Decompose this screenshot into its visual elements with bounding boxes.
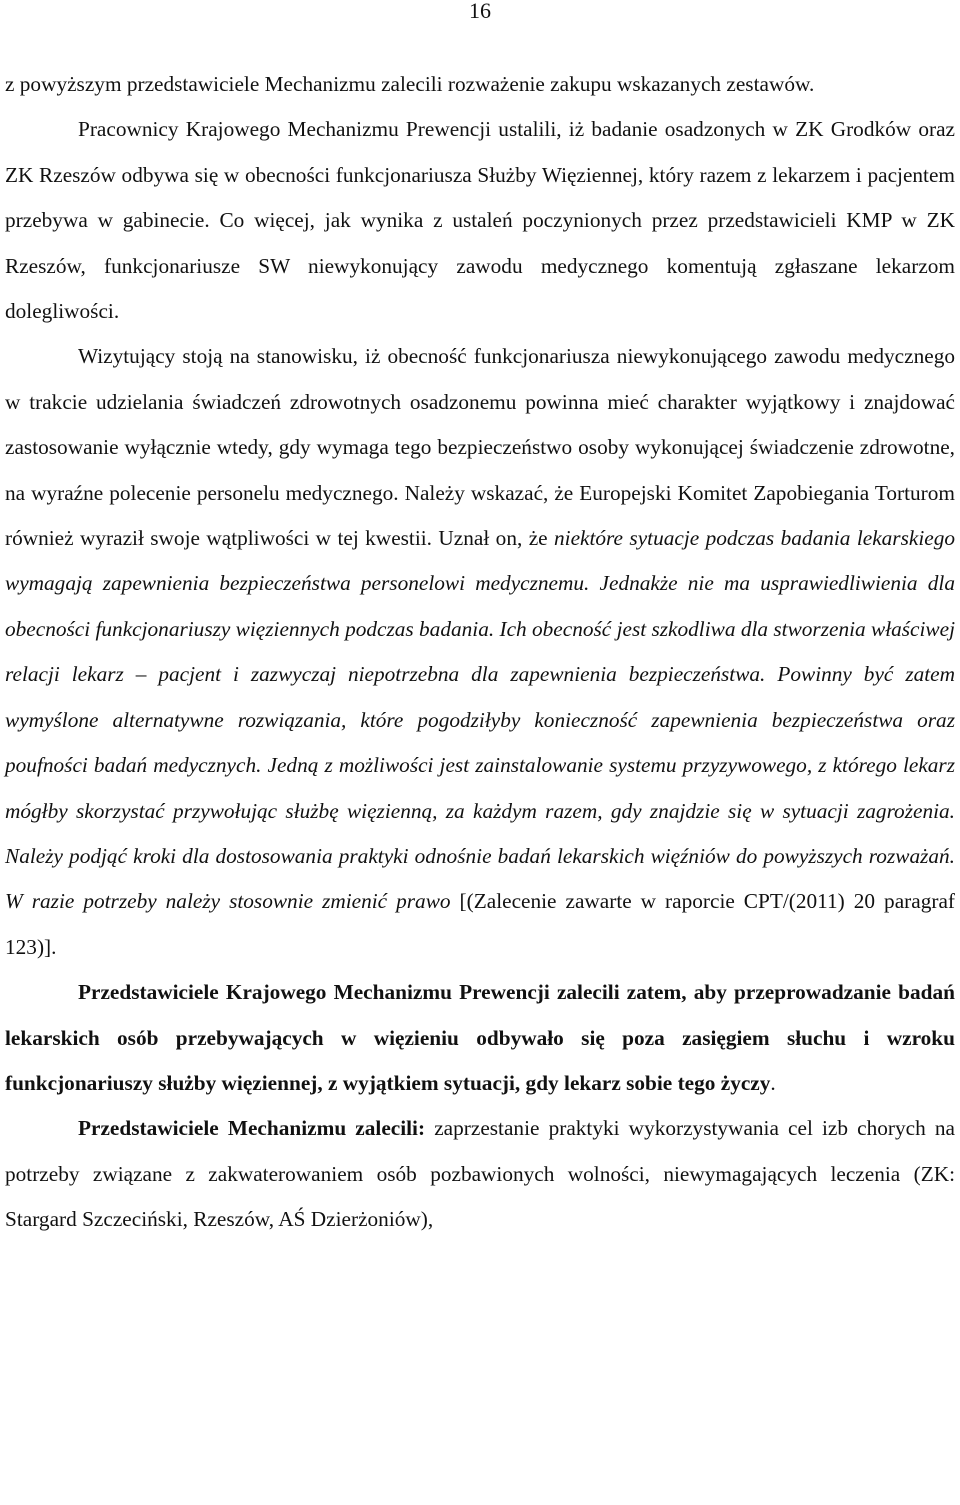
paragraph-2 bbox=[5, 107, 955, 334]
sentence-end: . bbox=[770, 1070, 776, 1095]
recommendation-lead: Przedstawiciele Mechanizmu zalecili: bbox=[78, 1116, 426, 1141]
recommendation-text: Przedstawiciele Krajowego Mechanizmu Prewencji zalecili zatem, aby przeprowadzanie badań lekarskich osób przebywających w więzieniu odbywało się poza zasięgiem słuchu i wzroku funkcjonariuszy służby więziennej, z wyjątkiem sytuacji, gdy lekarz sobie tego życzy bbox=[5, 980, 955, 1095]
cpt-reference: [(Zalecenie zawarte w raporcie CPT/(2011) 20 paragraf 123)]. bbox=[5, 889, 955, 959]
cpt-quote: niektóre sytuacje podczas badania lekarskiego wymagają zapewnienia bezpieczeństwa personelowi medycznemu. Jednakże nie ma usprawiedliwienia dla obecności funkcjonariuszy więziennych podczas badania. Ich obecność jest szkodliwa dla stworzenia właściwej relacji lekarz – pacjent i zazwyczaj niepotrzebna dla zapewnienia bezpieczeństwa. Powinny być zatem wymyślone alternatywne rozwiązania, które pogodziłyby konieczność zapewnienia bezpieczeństwa oraz poufności badań medycznych. Jedną z możliwości jest zainstalowanie systemu przyzywowego, z którego lekarz mógłby skorzystać przywołując służbę więzienną, za każdym razem, gdy znajdzie się w sytuacji zagrożenia. Należy podjąć kroki dla dostosowania praktyki odnośnie badań lekarskich więźniów do powyższych rozważań. W razie potrzeby należy stosownie zmienić prawo bbox=[5, 526, 956, 914]
paragraph-3 bbox=[5, 334, 955, 970]
paragraph-text: Pracownicy Krajowego Mechanizmu Prewencji ustalili, iż badanie osadzonych w ZK Grodków oraz ZK Rzeszów odbywa się w obecności funkcjonariusza Służby Więziennej, który razem z lekarzem i pacjentem przebywa w gabinecie. Co więcej, jak wynika z ustaleń poczynionych przez przedstawicieli KMP w ZK Rzeszów, funkcjonariusze SW niewykonujący zawodu medycznego komentują zgłaszane lekarzom dolegliwości. bbox=[5, 117, 955, 324]
page-number: 16 bbox=[469, 0, 491, 23]
recommendation-text: zaprzestanie praktyki wykorzystywania cel izb chorych na potrzeby związane z zakwaterowaniem osób pozbawionych wolności, niewymagających leczenia (ZK: Stargard Szczeciński, Rzeszów, AŚ Dzierżoniów), bbox=[5, 1116, 955, 1232]
document-body bbox=[5, 62, 955, 1243]
paragraph-text: Wizytujący stoją na stanowisku, iż obecność funkcjonariusza niewykonującego zawodu medycznego w trakcie udzielania świadczeń zdrowotnych osadzonemu powinna mieć charakter wyjątkowy i znajdować zastosowanie wyłącznie wtedy, gdy wymaga tego bezpieczeństwo osoby wykonującej świadczenie zdrowotne, na wyraźne polecenie personelu medycznego. Należy wskazać, że Europejski Komitet Zapobiegania Torturom również wyraził swoje wątpliwości w tej kwestii. Uznał on, że bbox=[5, 344, 955, 551]
paragraph-text: z powyższym przedstawiciele Mechanizmu zalecili rozważenie zakupu wskazanych zestawów. bbox=[5, 72, 815, 96]
paragraph-4 bbox=[5, 970, 955, 1106]
paragraph-1 bbox=[5, 62, 955, 107]
paragraph-5 bbox=[5, 1106, 955, 1242]
